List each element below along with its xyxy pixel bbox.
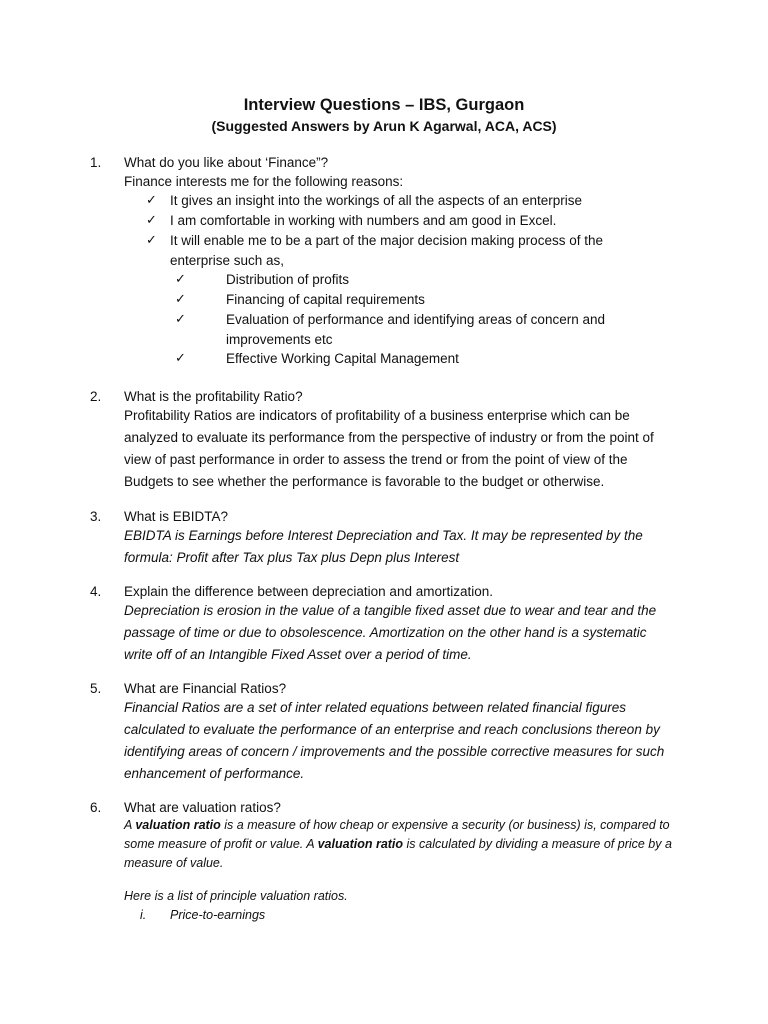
answer-line: enhancement of performance. bbox=[124, 766, 305, 781]
question-number: 3. bbox=[90, 509, 102, 524]
list-item: Price-to-earnings bbox=[170, 908, 266, 922]
answer-text: is a measure of how cheap or expensive a security (or business) is, compared to bbox=[220, 818, 670, 832]
checkmark-icon: ✓ bbox=[175, 351, 186, 366]
checkmark-icon: ✓ bbox=[146, 213, 157, 228]
question-number: 4. bbox=[90, 584, 102, 599]
question-number: 2. bbox=[90, 389, 102, 404]
checkmark-icon: ✓ bbox=[146, 233, 157, 248]
answer-text: A bbox=[124, 818, 136, 832]
answer-line: Financial Ratios are a set of inter related equations between related financial figures bbox=[124, 700, 627, 715]
list-item: It will enable me to be a part of the major decision making process of the bbox=[170, 233, 603, 248]
checkmark-icon: ✓ bbox=[146, 193, 157, 208]
answer-line: write off of an Intangible Fixed Asset over a period of time. bbox=[124, 647, 472, 662]
sub-list-item-continued: improvements etc bbox=[226, 332, 333, 347]
question-text: What are valuation ratios? bbox=[124, 800, 281, 815]
answer-line: view of past performance in order to assess the trend or from the point of view of the bbox=[124, 452, 628, 467]
answer-line bbox=[124, 835, 672, 854]
answer-line: Profitability Ratios are indicators of profitability of a business enterprise which can be bbox=[124, 408, 630, 423]
document-title: Interview Questions – IBS, Gurgaon bbox=[243, 96, 525, 114]
answer-line: Depreciation is erosion in the value of a tangible fixed asset due to wear and tear and the bbox=[124, 603, 657, 618]
question-text: What is EBIDTA? bbox=[124, 509, 229, 524]
answer-line bbox=[124, 816, 670, 835]
question-number: 6. bbox=[90, 800, 102, 815]
bold-term: valuation ratio bbox=[317, 837, 404, 851]
answer-line: analyzed to evaluate its performance from the perspective of industry or from the point of bbox=[124, 430, 654, 445]
answer-line: EBIDTA is Earnings before Interest Depreciation and Tax. It may be represented by the bbox=[124, 528, 643, 543]
question-text: What are Financial Ratios? bbox=[124, 681, 287, 696]
sub-list-item: Evaluation of performance and identifying areas of concern and bbox=[226, 312, 605, 327]
answer-text: some measure of profit or value. A bbox=[124, 837, 318, 851]
list-item: It gives an insight into the workings of all the aspects of an enterprise bbox=[170, 193, 582, 208]
sub-list-item: Effective Working Capital Management bbox=[226, 351, 459, 366]
answer-line: identifying areas of concern / improvements and the possible corrective measures for such bbox=[124, 744, 665, 759]
checkmark-icon: ✓ bbox=[175, 312, 186, 327]
answer-line: formula: Profit after Tax plus Tax plus Depn plus Interest bbox=[124, 550, 460, 565]
document-subtitle: (Suggested Answers by Arun K Agarwal, ACA, ACS) bbox=[211, 118, 557, 134]
answer-line: measure of value. bbox=[124, 856, 224, 870]
checkmark-icon: ✓ bbox=[175, 272, 186, 287]
checkmark-icon: ✓ bbox=[175, 292, 186, 307]
answer-text: is calculated by dividing a measure of price by a bbox=[403, 837, 672, 851]
question-text: What do you like about ‘Finance”? bbox=[124, 155, 329, 170]
answer-line: passage of time or due to obsolescence. Amortization on the other hand is a systematic bbox=[124, 625, 647, 640]
question-text: What is the profitability Ratio? bbox=[124, 389, 303, 404]
list-item-continued: enterprise such as, bbox=[170, 253, 285, 268]
question-number: 1. bbox=[90, 155, 102, 170]
sub-list-item: Financing of capital requirements bbox=[226, 292, 425, 307]
answer-intro: Finance interests me for the following reasons: bbox=[124, 174, 404, 189]
sub-list-item: Distribution of profits bbox=[226, 272, 350, 287]
list-intro: Here is a list of principle valuation ratios. bbox=[124, 889, 348, 903]
question-number: 5. bbox=[90, 681, 102, 696]
answer-line: calculated to evaluate the performance of an enterprise and reach conclusions thereon by bbox=[124, 722, 660, 737]
list-item: I am comfortable in working with numbers and am good in Excel. bbox=[170, 213, 557, 228]
question-text: Explain the difference between depreciation and amortization. bbox=[124, 584, 493, 599]
answer-line: Budgets to see whether the performance is favorable to the budget or otherwise. bbox=[124, 474, 605, 489]
bold-term: valuation ratio bbox=[135, 818, 221, 832]
list-marker: i. bbox=[140, 908, 147, 922]
